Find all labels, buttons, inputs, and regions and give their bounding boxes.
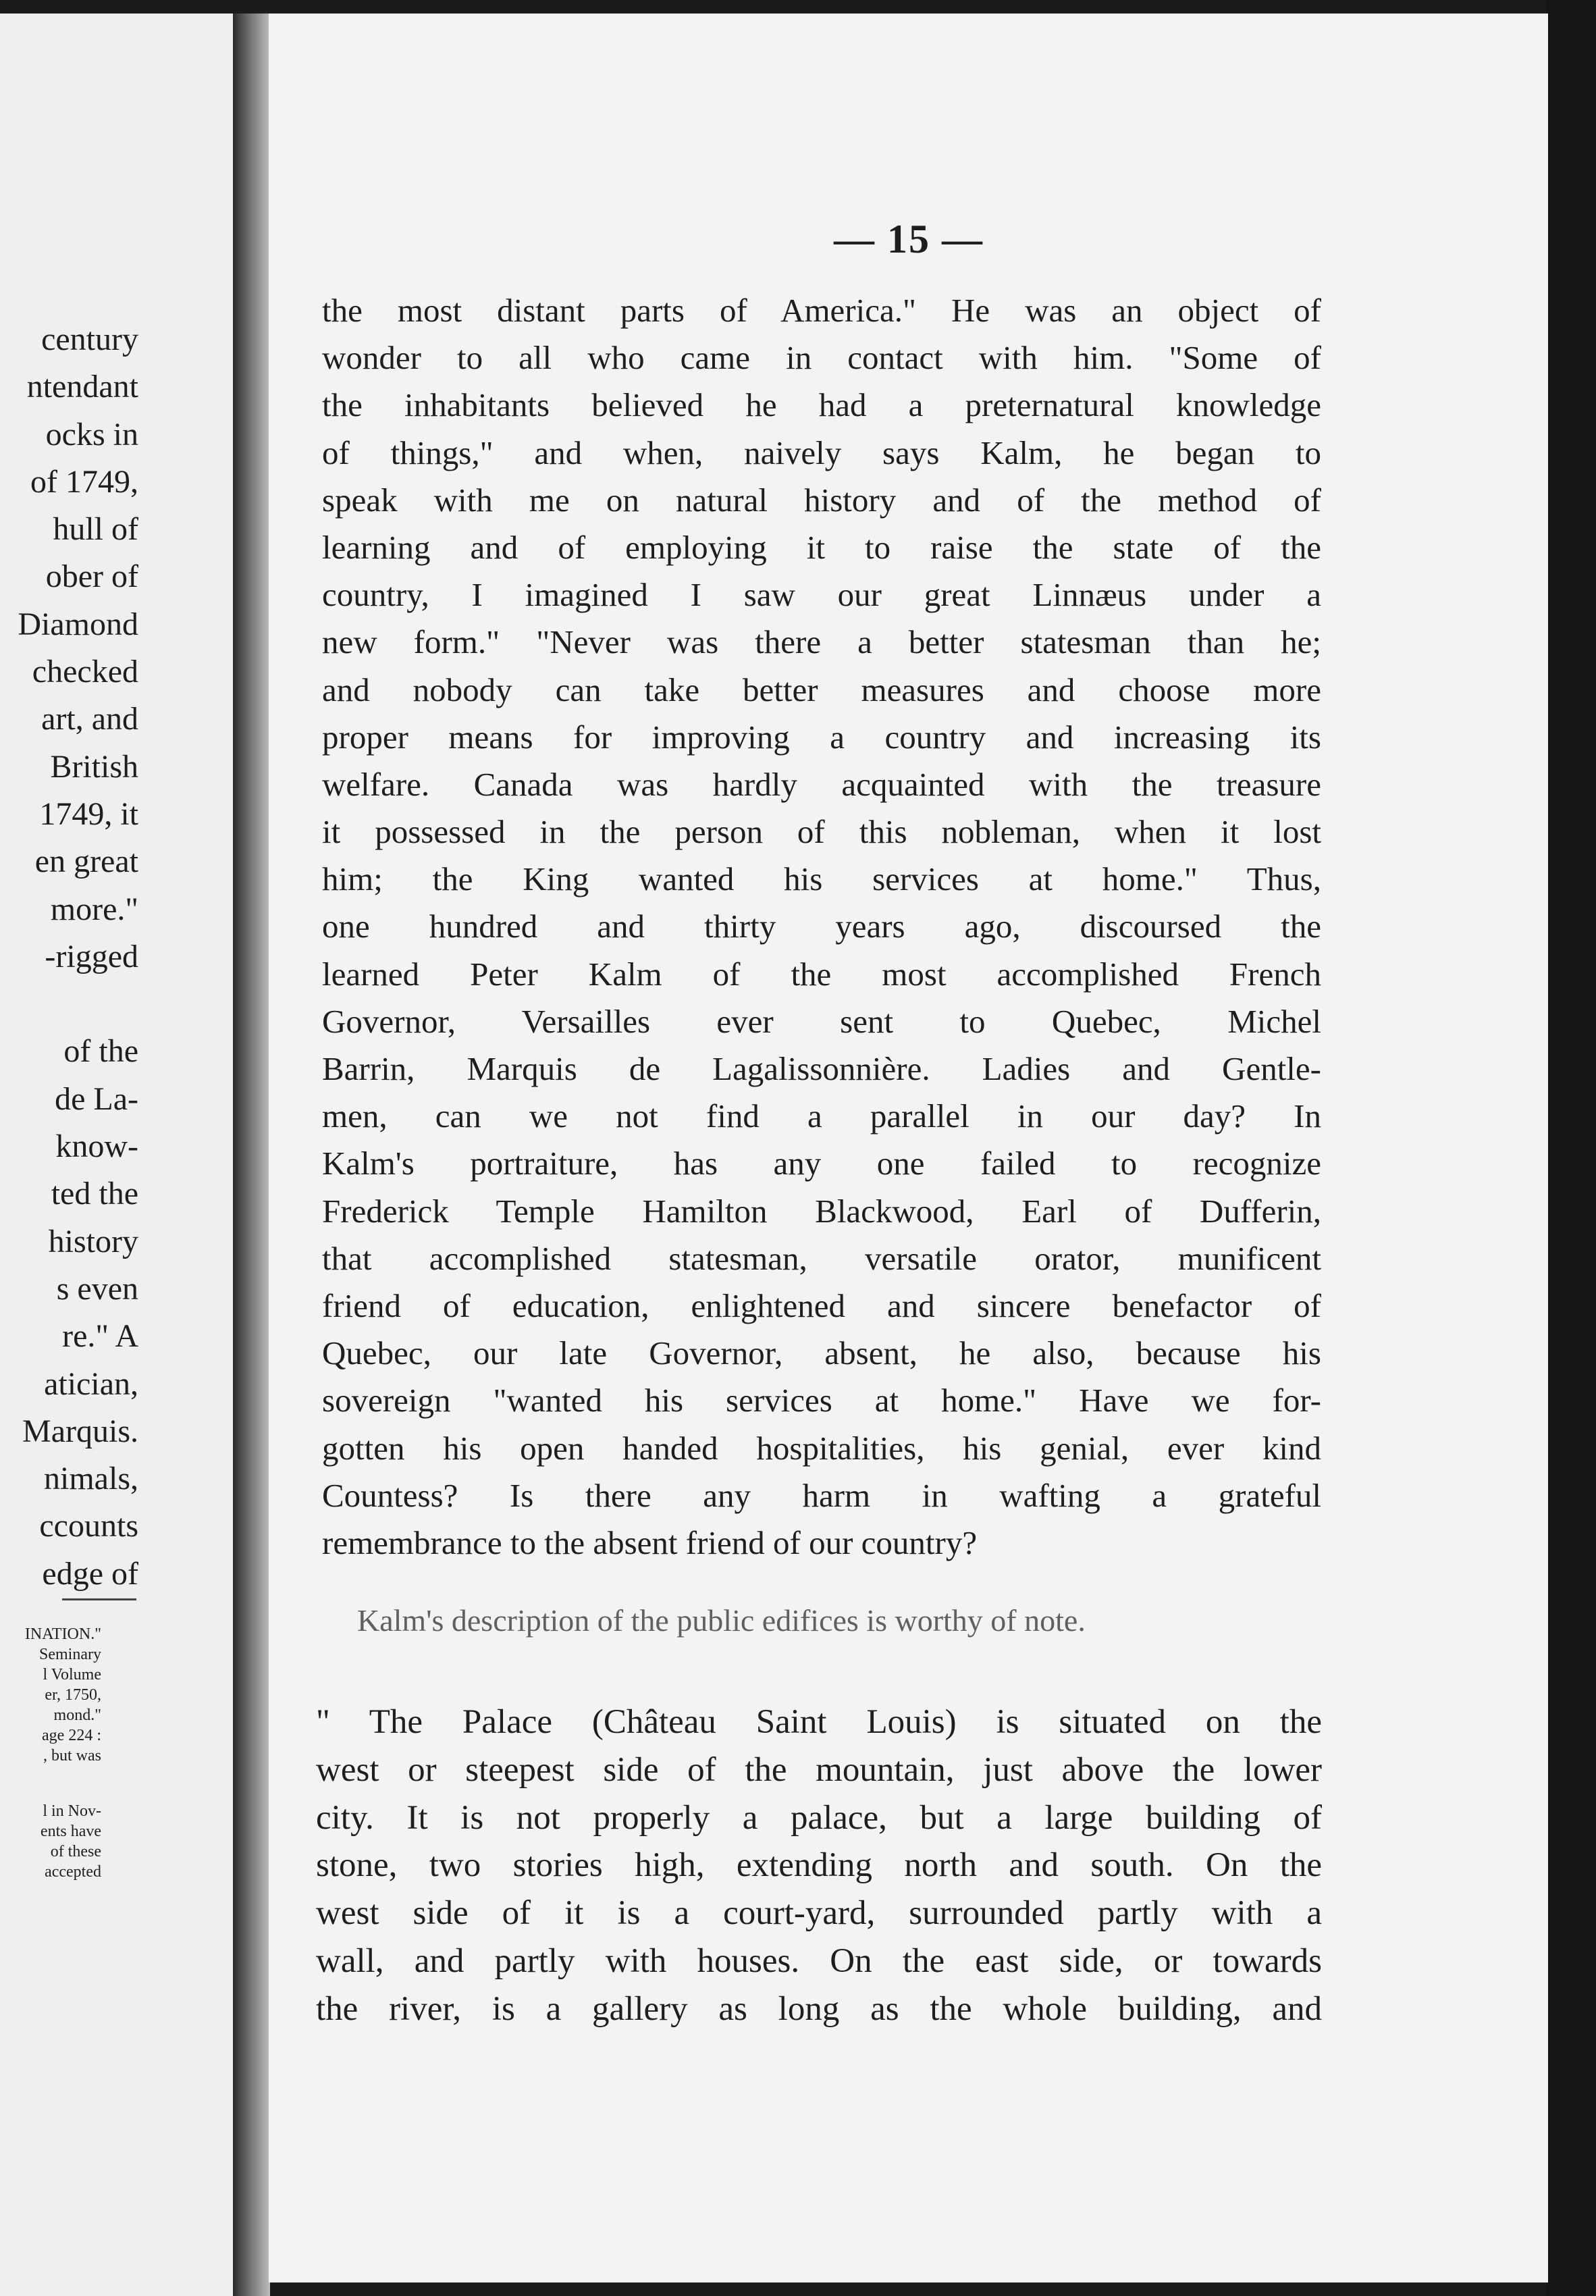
text-line: Governor, Versailles ever sent to Quebec, Michel (322, 1002, 1321, 1040)
left-line: know- (55, 1128, 138, 1165)
text-line: of things," and when, naively says Kalm, he began to (322, 434, 1321, 471)
text-line: the most distant parts of America." He was an object of (322, 292, 1321, 329)
text-line: country, I imagined I saw our great Linnæus under a (322, 576, 1321, 614)
text-line: sovereign "wanted his services at home." Have we for- (322, 1382, 1321, 1419)
quote-line: stone, two stories high, extending north and south. On the (316, 1846, 1322, 1885)
text-line: new form." "Never was there a better statesman than he; (322, 623, 1321, 661)
text-line: Countess? Is there any harm in wafting a grateful (322, 1476, 1321, 1514)
page-edge (1546, 0, 1596, 2296)
left-line: history (48, 1223, 138, 1259)
left-line: s even (56, 1270, 138, 1307)
page-number: — 15 — (834, 217, 984, 261)
quote-line: city. It is not properly a palace, but a large building of (316, 1798, 1322, 1837)
left-footnotes (0, 1624, 101, 1882)
body-paragraph (322, 287, 1321, 1567)
text-line: wonder to all who came in contact with him. "Some of (322, 339, 1321, 377)
text-line: learning and of employing it to raise the state of the (322, 528, 1321, 566)
left-line: ober of (45, 558, 138, 595)
text-line: the inhabitants believed he had a preternatural knowledge (322, 386, 1321, 424)
text-line: remembrance to the absent friend of our country? (322, 1523, 978, 1561)
footnote-line: INATION." (24, 1625, 101, 1643)
right-page (269, 14, 1548, 2282)
footnote-line: l Volume (43, 1666, 101, 1684)
left-line: Marquis. (22, 1413, 138, 1449)
left-line: en great (34, 843, 138, 880)
text-line: speak with me on natural history and of the method of (322, 481, 1321, 519)
left-line: ntendant (26, 369, 138, 405)
left-line: nimals, (44, 1461, 138, 1497)
footnote-line: Seminary (39, 1646, 101, 1663)
text-line: it possessed in the person of this nobleman, when it lost (322, 813, 1321, 851)
text-line: friend of education, enlightened and sincere benefactor of (322, 1286, 1321, 1324)
text-line: Quebec, our late Governor, absent, he also, because his (322, 1334, 1321, 1372)
left-line: more." (50, 891, 138, 927)
left-line: century (41, 321, 138, 357)
text-line: proper means for improving a country and increasing its (322, 718, 1321, 756)
footnote-line: of these (50, 1843, 101, 1860)
text-line: learned Peter Kalm of the most accomplished French (322, 955, 1321, 993)
text-line: that accomplished statesman, versatile orator, munificent (322, 1239, 1321, 1277)
text-line: Barrin, Marquis de Lagalissonnière. Ladies and Gentle- (322, 1050, 1321, 1087)
left-page-text (0, 316, 138, 1598)
left-line: ocks in (45, 416, 138, 452)
left-line: 1749, it (39, 795, 138, 832)
footnote-line: accepted (45, 1863, 101, 1881)
text-line: Kalm's portraiture, has any one failed to recognize (322, 1145, 1321, 1182)
left-line: ccounts (39, 1508, 138, 1544)
left-line: checked (32, 654, 138, 690)
footnote-gap (0, 1766, 101, 1801)
text-line: one hundred and thirty years ago, discoursed the (322, 908, 1321, 945)
text-line: Frederick Temple Hamilton Blackwood, Earl of Dufferin, (322, 1192, 1321, 1230)
left-line: of 1749, (30, 463, 138, 500)
text-line: and nobody can take better measures and choose more (322, 671, 1321, 708)
text-line: him; the King wanted his services at home." Thus, (322, 860, 1321, 898)
left-page-fragment (0, 14, 233, 2296)
text-line: welfare. Canada was hardly acquainted with the treasure (322, 765, 1321, 803)
quoted-paragraph (316, 1698, 1322, 2033)
book-gutter (233, 14, 270, 2296)
footnote-line: ents have (41, 1823, 101, 1840)
left-line: de La- (55, 1080, 138, 1117)
quote-line: wall, and partly with houses. On the east side, or towards (316, 1941, 1322, 1980)
left-line: art, and (41, 701, 138, 737)
left-line: re." A (62, 1318, 138, 1355)
footnote-line: er, 1750, (45, 1686, 101, 1704)
footnote-line: age 224 : (42, 1727, 101, 1744)
left-line: of the (63, 1033, 138, 1070)
left-line: edge of (42, 1555, 138, 1592)
quote-line: " The Palace (Château Saint Louis) is situated on the (316, 1703, 1322, 1741)
footnote-divider (62, 1598, 136, 1600)
left-line (0, 981, 138, 1028)
quote-line: west or steepest side of the mountain, just above the lower (316, 1750, 1322, 1789)
left-line: -rigged (45, 938, 138, 974)
left-line: hull of (53, 511, 138, 548)
text-line: men, can we not find a parallel in our day? In (322, 1097, 1321, 1135)
section-caption: Kalm's description of the public edifices is worthy of note. (357, 1603, 1086, 1638)
quote-line: west side of it is a court-yard, surrounded partly with a (316, 1894, 1322, 1933)
footnote-line: mond." (53, 1706, 101, 1724)
left-line: atician, (44, 1365, 138, 1402)
footnote-line: l in Nov- (43, 1802, 101, 1820)
footnote-line: , but was (43, 1747, 101, 1765)
left-line: ted the (51, 1176, 138, 1212)
quote-line: the river, is a gallery as long as the whole building, and (316, 1989, 1322, 2028)
text-line: gotten his open handed hospitalities, his genial, ever kind (322, 1429, 1321, 1467)
left-line: Diamond (18, 606, 138, 642)
left-line: British (50, 748, 138, 785)
